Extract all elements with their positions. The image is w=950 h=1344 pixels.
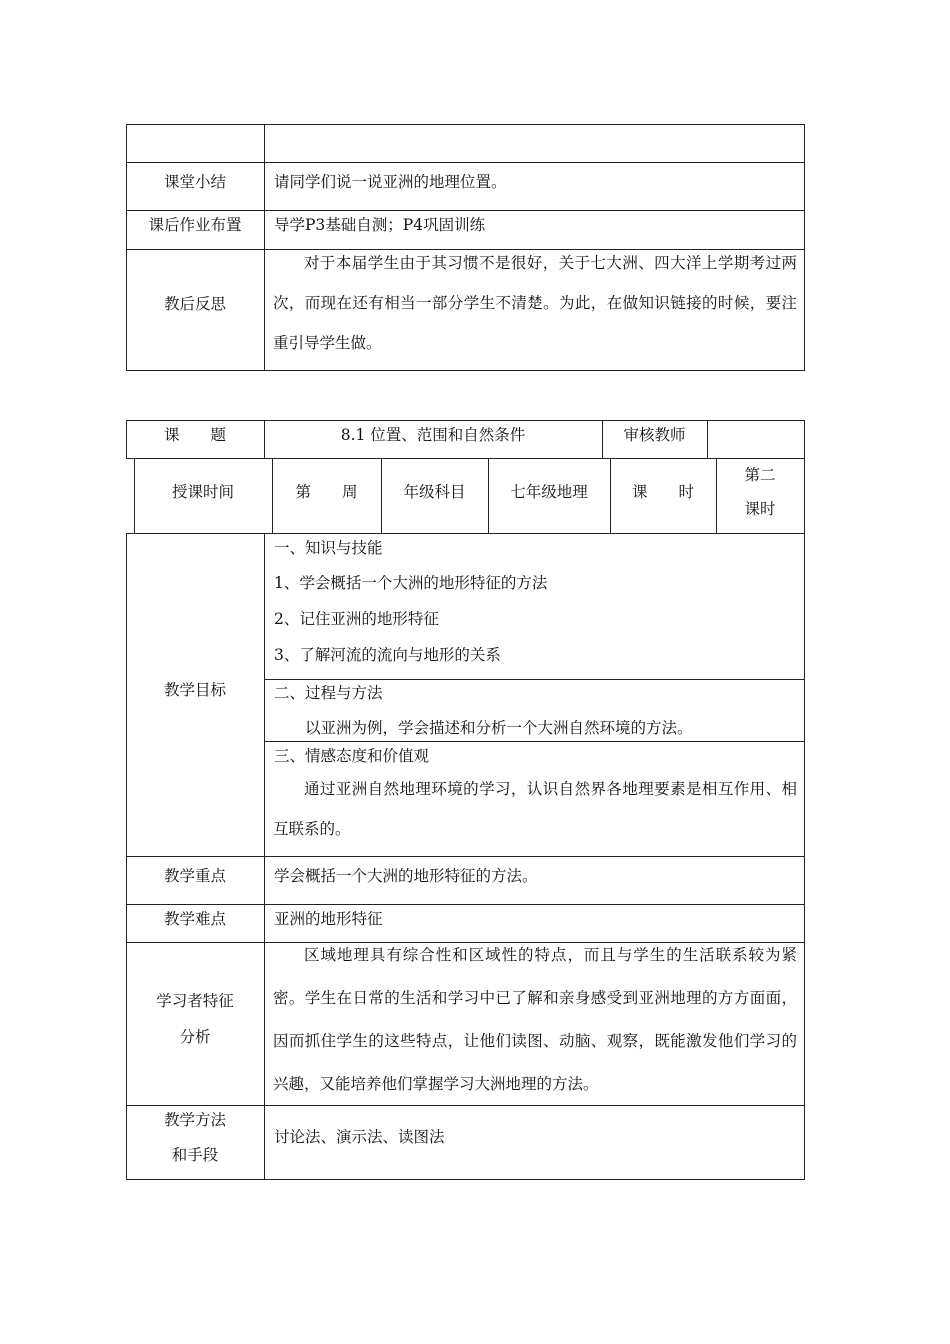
key-point-value: 学会概括一个大洲的地形特征的方法。 [274,867,538,885]
methods-value: 讨论法、演示法、读图法 [274,1128,445,1146]
knowledge-item: 1、学会概括一个大洲的地形特征的方法 [274,574,548,592]
column-divider [804,420,805,459]
period-value-line2: 课时 [744,500,776,518]
summary-content: 请同学们说一说亚洲的地理位置。 [274,173,507,191]
row-divider [126,904,805,905]
week-label: 第 周 [295,483,358,501]
reflection-label: 教后反思 [163,295,226,313]
topic-value: 8.1 位置、范围和自然条件 [340,426,526,444]
difficulty-label: 教学难点 [163,910,226,928]
process-title: 二、过程与方法 [274,684,383,702]
period-value-line1: 第二 [744,466,776,484]
column-divider [804,458,805,533]
row-divider [126,458,805,459]
emotion-title: 三、情感态度和价值观 [274,747,430,765]
emotion-text: 通过亚洲自然地理环境的学习，认识自然界各地理要素是相互作用、相互联系的。 [273,780,797,838]
column-divider [707,420,708,459]
row-divider [126,162,805,163]
knowledge-title: 一、知识与技能 [274,539,383,557]
time-label: 授课时间 [171,483,234,501]
row-divider [126,420,805,421]
learner-label-line1: 学习者特征 [156,992,234,1010]
reviewer-label: 审核教师 [623,426,686,444]
methods-label-line2: 和手段 [171,1146,219,1164]
row-divider [126,210,805,211]
objectives-label: 教学目标 [163,681,226,699]
knowledge-item: 2、记住亚洲的地形特征 [274,610,439,628]
row-divider [264,679,805,680]
reflection-content: 对于本届学生由于其习惯不是很好，关于七大洲、四大洋上学期考过两次，而现在还有相当一部分学生不清楚。为此，在做知识链接的时候，要注重引导学生做。 [273,254,797,352]
key-point-label: 教学重点 [163,867,226,885]
process-text: 以亚洲为例，学会描述和分析一个大洲自然环境的方法。 [305,719,693,737]
methods-label-line1: 教学方法 [163,1111,226,1129]
summary-label: 课堂小结 [163,173,226,191]
homework-content: 导学P3基础自测；P4巩固训练 [274,216,486,234]
period-label: 课 时 [631,483,694,501]
grade-subject-label: 年级科目 [403,483,466,501]
knowledge-item: 3、了解河流的流向与地形的关系 [274,646,501,664]
row-divider [126,856,805,857]
difficulty-value: 亚洲的地形特征 [274,910,383,928]
homework-label: 课后作业布置 [148,216,242,234]
row-divider [264,741,805,742]
topic-label: 课 题 [163,426,226,444]
learner-content: 区域地理具有综合性和区域性的特点，而且与学生的生活联系较为紧密。学生在日常的生活和学习中已了解和亲身感受到亚洲地理的方方面面，因而抓住学生的这些特点，让他们读图、动脑、观察，既能激发他们学习的兴趣，又能培养他们掌握学习大洲地理的方法。 [273,946,797,1093]
grade-subject-value: 七年级地理 [510,483,588,501]
learner-label-line2: 分析 [179,1028,211,1046]
